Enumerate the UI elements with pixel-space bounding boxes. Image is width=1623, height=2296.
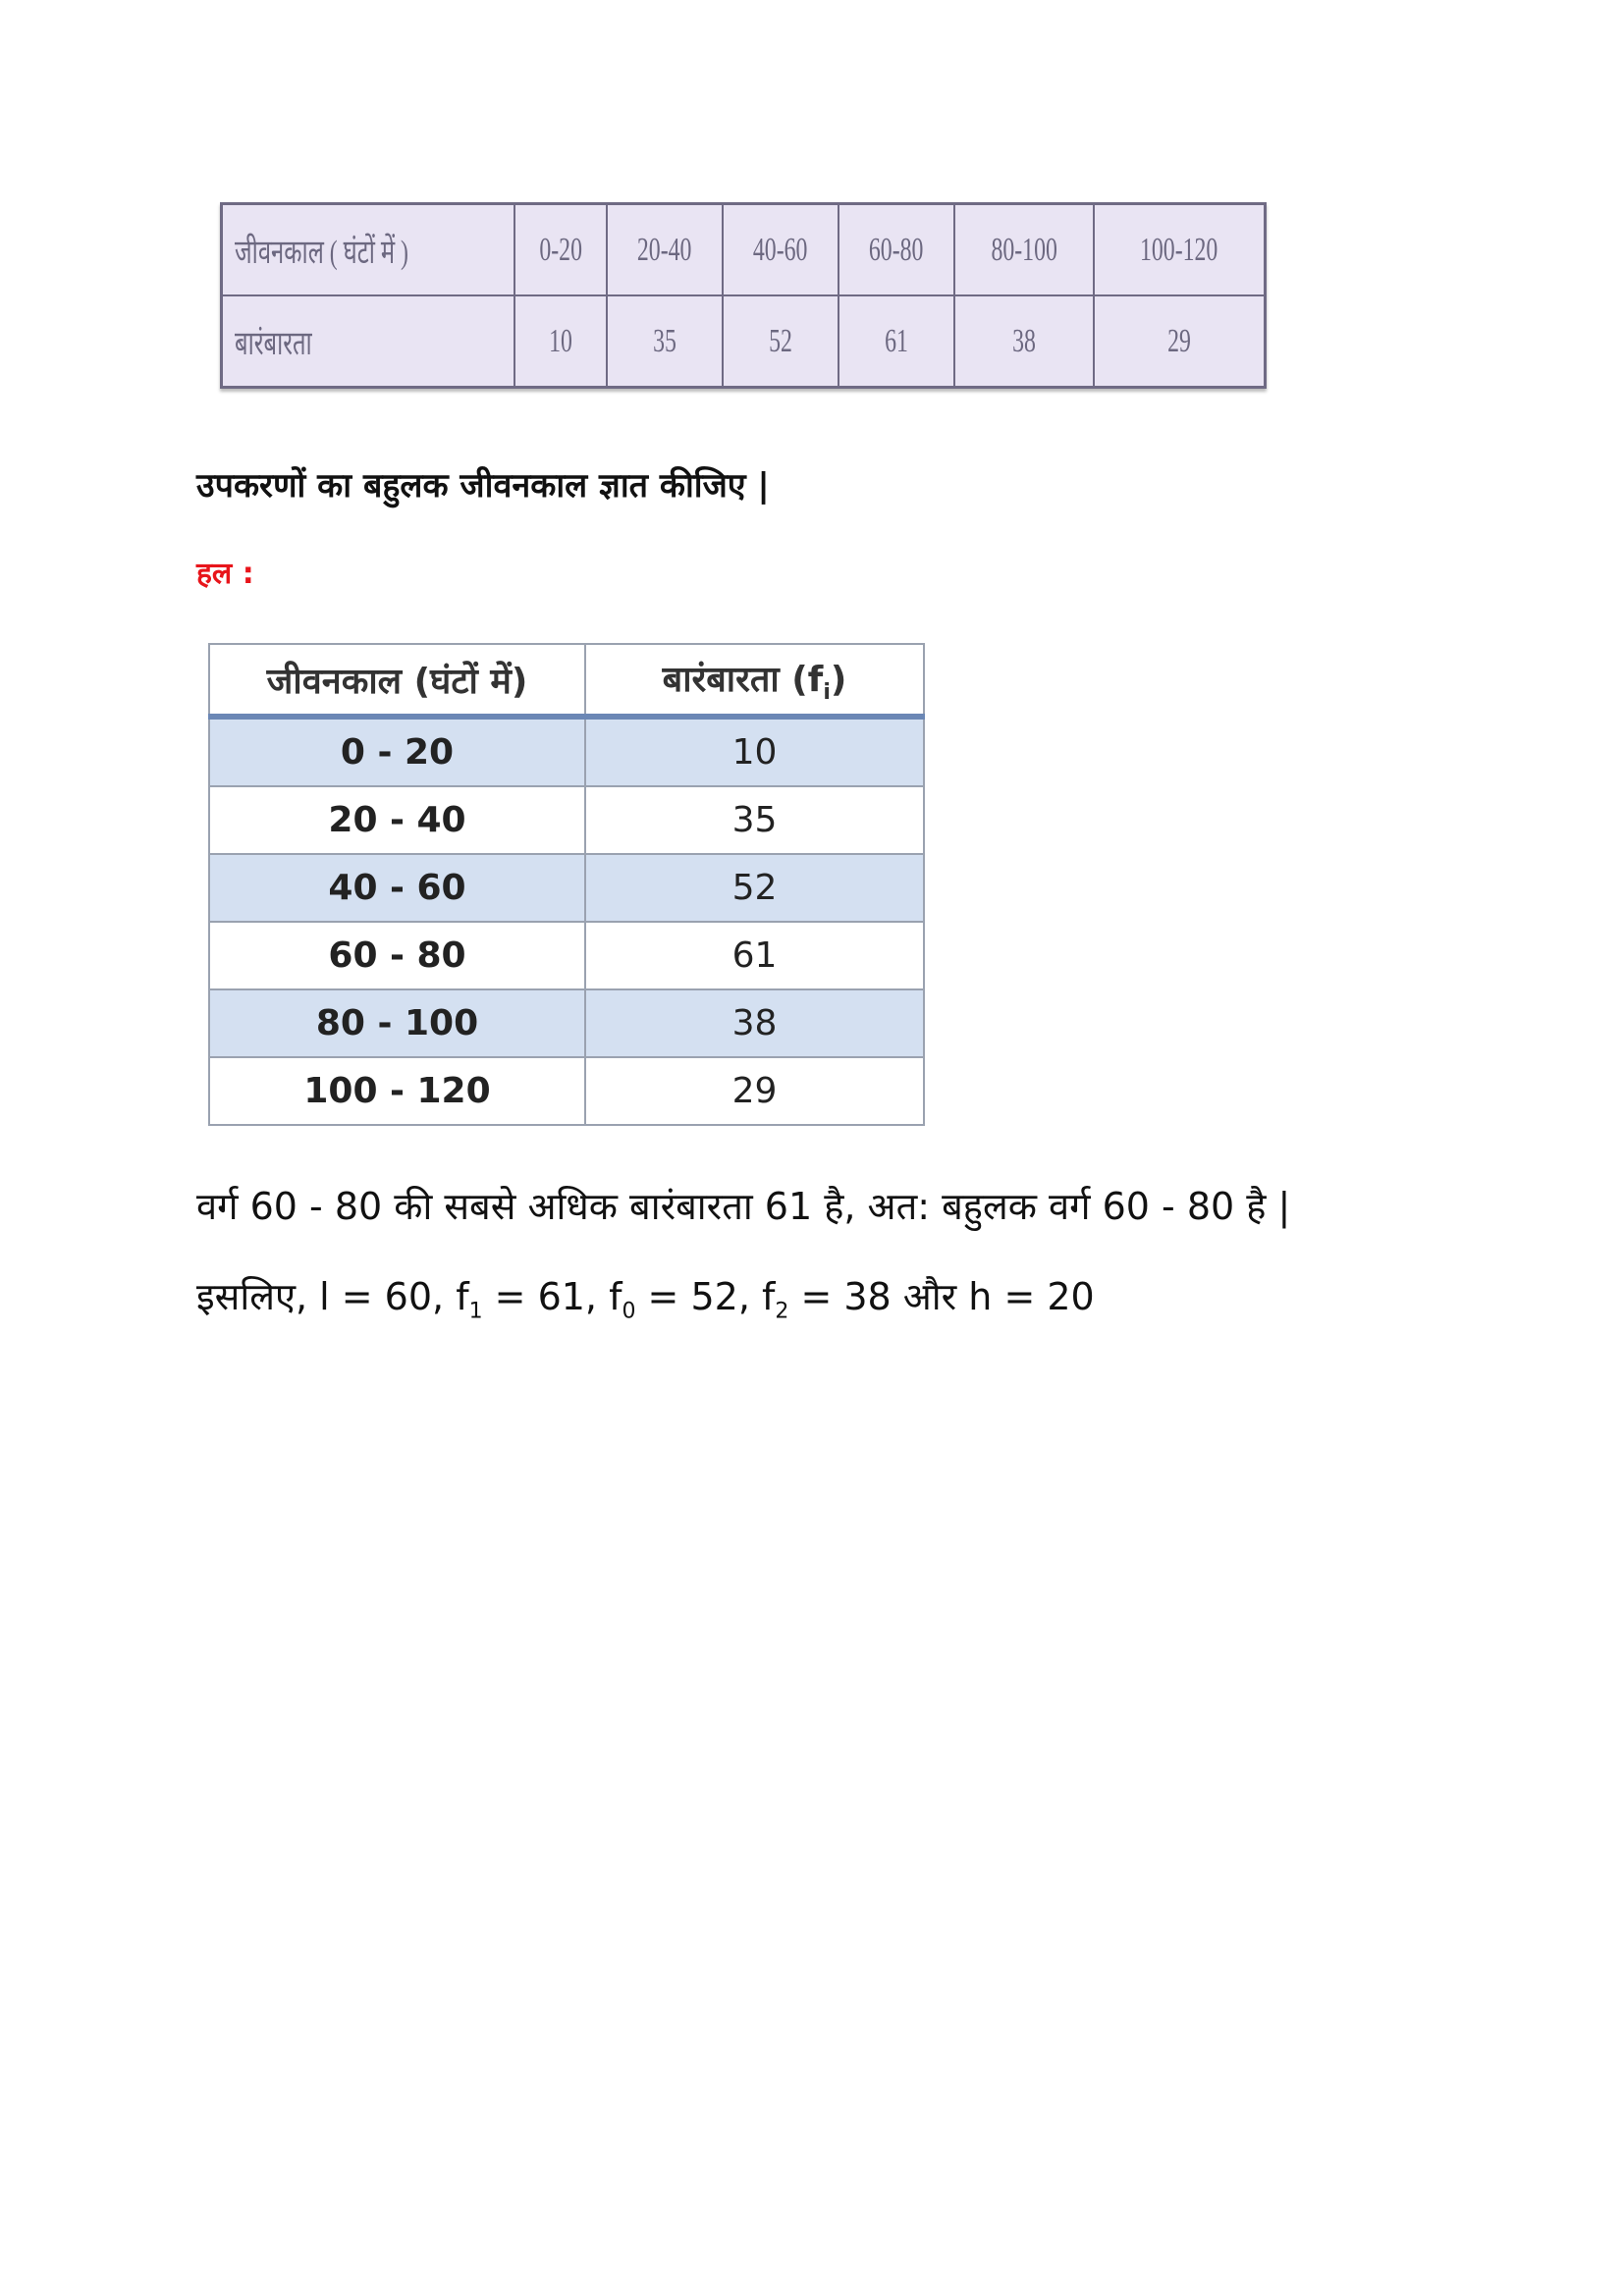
- class-cell: [954, 204, 1094, 296]
- modal-class-statement: वर्ग 60 - 80 की सबसे अधिक बारंबारता 61 है, अत: बहुलक वर्ग 60 - 80 है |: [196, 1185, 1291, 1228]
- class-cell: 80 - 100: [209, 989, 585, 1057]
- class-cell: [607, 204, 723, 296]
- class-text: 20-40: [637, 231, 692, 268]
- subscript: i: [823, 680, 831, 706]
- class-text: 100-120: [1140, 231, 1218, 268]
- solution-label: हल :: [196, 557, 254, 591]
- header-frequency-text: बारंबारता (f: [662, 659, 824, 700]
- freq-cell: [1094, 295, 1266, 388]
- table-row: [209, 786, 924, 854]
- subscript: 1: [468, 1299, 483, 1324]
- freq-cell: 52: [585, 854, 924, 922]
- values-statement: [196, 1270, 1095, 1324]
- freq-cell: 61: [585, 922, 924, 989]
- freq-cell: [954, 295, 1094, 388]
- class-cell: [723, 204, 839, 296]
- class-text: 0-20: [539, 231, 582, 268]
- class-cell: 0 - 20: [209, 717, 585, 786]
- row-label-text: जीवनकाल ( घंटों में ): [235, 234, 408, 271]
- paren: ): [830, 659, 847, 700]
- freq-cell: [723, 295, 839, 388]
- freq-text: 35: [653, 322, 676, 359]
- table-row: [209, 717, 924, 786]
- class-cell: 40 - 60: [209, 854, 585, 922]
- row-label: [222, 295, 515, 388]
- class-cell: [839, 204, 954, 296]
- header-class: जीवनकाल (घंटों में): [209, 644, 585, 717]
- class-text: 80-100: [991, 231, 1057, 268]
- text: इसलिए, l = 60, f: [196, 1275, 469, 1318]
- freq-text: 61: [885, 322, 908, 359]
- freq-text: 52: [769, 322, 792, 359]
- subscript: 0: [622, 1299, 636, 1324]
- freq-cell: 29: [585, 1057, 924, 1125]
- class-text: 60-80: [869, 231, 924, 268]
- table-row: [209, 922, 924, 989]
- freq-cell: 35: [585, 786, 924, 854]
- header-row: [209, 644, 924, 717]
- class-cell: [1094, 204, 1266, 296]
- table-row: [209, 1057, 924, 1125]
- class-cell: 100 - 120: [209, 1057, 585, 1125]
- class-cell: [514, 204, 607, 296]
- freq-text: 29: [1167, 322, 1191, 359]
- subscript: 2: [775, 1299, 789, 1324]
- freq-cell: [839, 295, 954, 388]
- class-row: [222, 204, 1266, 296]
- question-table: [220, 202, 1267, 389]
- table-row: [209, 989, 924, 1057]
- class-cell: 60 - 80: [209, 922, 585, 989]
- row-label-text: बारंबारता: [235, 325, 312, 362]
- freq-cell: [607, 295, 723, 388]
- table-row: [209, 854, 924, 922]
- class-text: 40-60: [753, 231, 808, 268]
- freq-text: 10: [549, 322, 572, 359]
- frequency-row: [222, 295, 1266, 388]
- row-label: [222, 204, 515, 296]
- text: = 38 और h = 20: [788, 1275, 1095, 1318]
- freq-cell: [514, 295, 607, 388]
- text: = 61, f: [482, 1275, 622, 1318]
- solution-table: [208, 643, 925, 1126]
- text: = 52, f: [635, 1275, 776, 1318]
- freq-cell: 38: [585, 989, 924, 1057]
- header-frequency: [585, 644, 924, 717]
- class-cell: 20 - 40: [209, 786, 585, 854]
- freq-cell: 10: [585, 717, 924, 786]
- question-text: उपकरणों का बहुलक जीवनकाल ज्ञात कीजिए |: [196, 466, 770, 506]
- freq-text: 38: [1012, 322, 1036, 359]
